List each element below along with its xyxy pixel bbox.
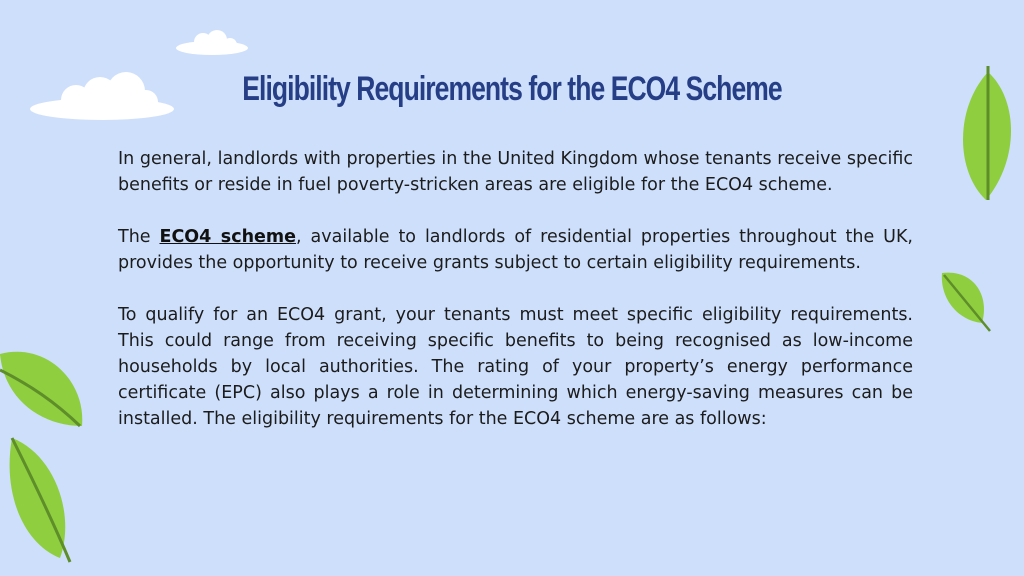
body-text <box>118 146 913 458</box>
cloud-icon <box>175 30 250 56</box>
leaf-icon <box>0 340 88 430</box>
leaf-icon <box>948 64 1018 206</box>
paragraph-qualify: To qualify for an ECO4 grant, your tenants must meet specific eligibility requirements. This could range from receiving specific benefits to being recognised as low-income households by local authorities. The rating of your property’s energy performance certificate (EPC) also plays a role in determining which energy-saving measures can be installed. The eligibility requirements for the ECO4 scheme are as follows: <box>118 305 913 429</box>
paragraph-scheme-end: , available to landlords of residential properties throughout the UK, provides the opportunity to receive grants subject to certain eligibility requirements. <box>118 227 913 273</box>
paragraph-scheme-start: The <box>118 227 160 247</box>
paragraph-scheme <box>118 224 913 276</box>
leaf-icon <box>938 265 994 335</box>
page-title: Eligibility Requirements for the ECO4 Scheme <box>242 70 782 108</box>
eco4-scheme-link[interactable]: ECO4 scheme <box>159 227 297 247</box>
leaf-icon <box>4 434 78 566</box>
paragraph-intro: In general, landlords with properties in the United Kingdom whose tenants receive specific benefits or reside in fuel poverty-stricken areas are eligible for the ECO4 scheme. <box>118 149 913 195</box>
